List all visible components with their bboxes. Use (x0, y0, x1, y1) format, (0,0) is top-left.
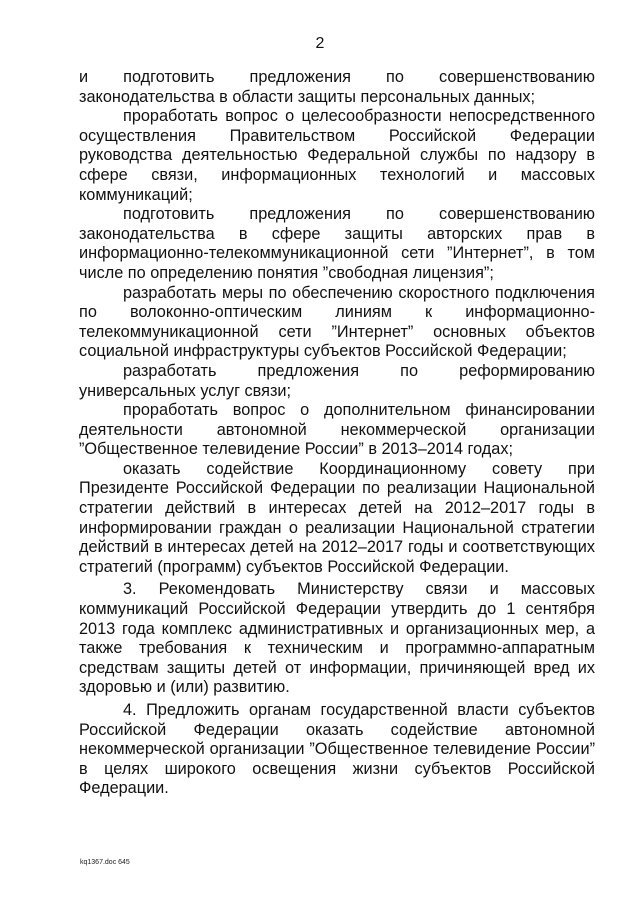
paragraph-public-tv-funding: проработать вопрос о дополнительном финансировании деятельности автономной некоммерческой организации ”Общественное телевидение России” в 2013–2014 годах; (79, 401, 595, 459)
paragraph-fiber-connection: разработать меры по обеспечению скоростного подключения по волоконно-оптическим линиям к информационно-телекоммуникационной сети ”Интернет” основных объектов социальной инфраструктуры субъектов Российской Федерации; (79, 283, 595, 361)
paragraph-universal-services: разработать предложения по реформированию универсальных услуг связи; (79, 361, 595, 400)
paragraph-item-4: 4. Предложить органам государственной власти субъектов Российской Федерации оказать содействие автономной некоммерческой организации ”Общественное телевидение России” в целях широкого освещения жизни субъектов Российской Федерации. (79, 701, 595, 798)
paragraph-roskomnadzor-oversight: проработать вопрос о целесообразности непосредственного осуществления Правительством Российской Федерации руководства деятельностью Федеральной службы по надзору в сфере связи, информационных технологий и массовых коммуникаций; (79, 107, 595, 204)
document-body (79, 68, 595, 799)
paragraph-coordination-council: оказать содействие Координационному совету при Президенте Российской Федерации по реализации Национальной стратегии действий в интересах детей на 2012–2017 годы в информировании граждан о реализации Национальной стратегии действий в интересах детей на 2012–2017 годы и соответствующих стратегий (программ) субъектов Российской Федерации. (79, 459, 595, 576)
paragraph-personal-data: и подготовить предложения по совершенствованию законодательства в области защиты персональных данных; (79, 68, 595, 106)
page-number: 2 (315, 35, 325, 52)
footer-file-reference: kq1367.doc 645 (80, 859, 130, 866)
paragraph-copyright-internet: подготовить предложения по совершенствованию законодательства в сфере защиты авторских прав в информационно-телекоммуникационной сети ”Интернет”, в том числе по определению понятия ”свободная лицензия”; (79, 205, 595, 282)
paragraph-item-3: 3. Рекомендовать Министерству связи и массовых коммуникаций Российской Федерации утвердить до 1 сентября 2013 года комплекс административных и организационных мер, а также требования к техническим и программно-аппаратным средствам защиты детей от информации, причиняющей вред их здоровью и (или) развитию. (79, 580, 595, 697)
